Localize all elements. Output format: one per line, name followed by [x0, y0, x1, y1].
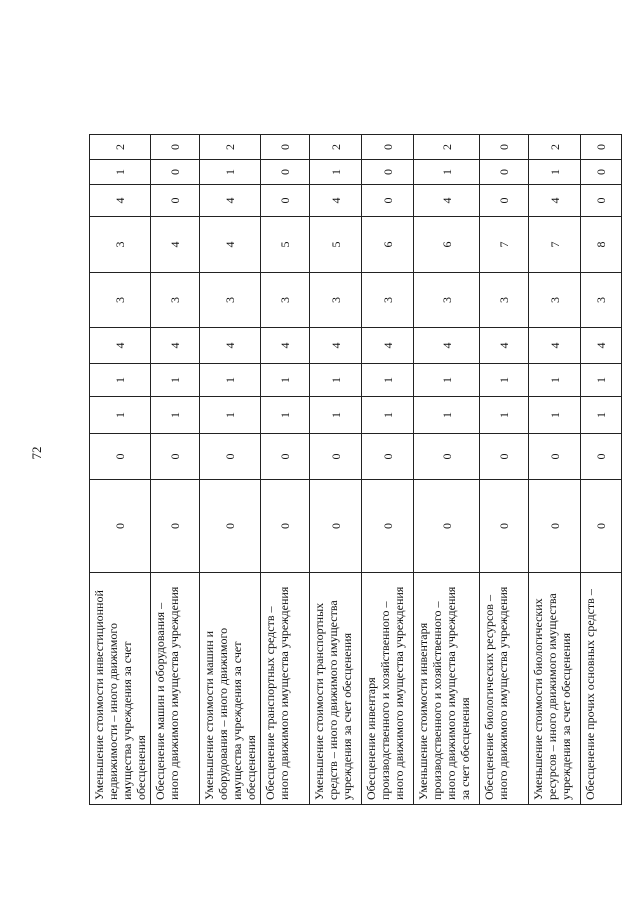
code-digit-cell: 1: [529, 364, 581, 397]
code-digit-cell: 0: [90, 480, 151, 573]
code-digit-cell: 0: [261, 160, 310, 185]
code-digit-cell: 1: [362, 364, 414, 397]
code-digit-cell: 0: [261, 480, 310, 573]
table-body: [90, 135, 622, 805]
code-digit-cell: 1: [200, 364, 261, 397]
code-digit-cell: 1: [480, 397, 529, 434]
row-label: Уменьшение стоимости биологических ресурсов – иного движимого имущества учреждения за счет обесценения: [529, 573, 581, 805]
code-digit-cell: 0: [90, 434, 151, 480]
code-digit-cell: 3: [90, 217, 151, 273]
code-digit-cell: 0: [480, 160, 529, 185]
table-row: [261, 135, 310, 805]
code-digit-cell: 1: [261, 397, 310, 434]
row-label: Обесценение инвентаря производственного и хозяйственного – иного движимого имущества учреждения: [362, 573, 414, 805]
code-digit-cell: 0: [581, 434, 622, 480]
table-row: [151, 135, 200, 805]
code-digit-cell: 0: [261, 434, 310, 480]
code-digit-cell: 4: [480, 328, 529, 364]
code-digit-cell: 1: [90, 364, 151, 397]
code-digit-cell: 2: [414, 135, 480, 160]
code-digit-cell: 2: [200, 135, 261, 160]
code-digit-cell: 5: [310, 217, 362, 273]
table-row: [529, 135, 581, 805]
table-row: [480, 135, 529, 805]
code-digit-cell: 0: [581, 160, 622, 185]
code-digit-cell: 3: [261, 273, 310, 328]
code-digit-cell: 0: [414, 480, 480, 573]
code-digit-cell: 0: [529, 434, 581, 480]
code-digit-cell: 4: [151, 328, 200, 364]
code-digit-cell: 0: [362, 160, 414, 185]
code-digit-cell: 0: [310, 434, 362, 480]
row-label: Уменьшение стоимости инвестиционной недвижимости – иного движимого имущества учреждения за счет обесценения: [90, 573, 151, 805]
row-label: Обесценение биологических ресурсов – иного движимого имущества учреждения: [480, 573, 529, 805]
code-digit-cell: 4: [151, 217, 200, 273]
table-row: [581, 135, 622, 805]
table-row: [90, 135, 151, 805]
table-row: [362, 135, 414, 805]
code-digit-cell: 0: [151, 480, 200, 573]
code-digit-cell: 0: [151, 434, 200, 480]
code-digit-cell: 0: [362, 185, 414, 217]
table-row: [200, 135, 261, 805]
row-label: Обесценение машин и оборудования – иного движимого имущества учреждения: [151, 573, 200, 805]
code-digit-cell: 8: [581, 217, 622, 273]
code-digit-cell: 0: [414, 434, 480, 480]
code-digit-cell: 0: [480, 434, 529, 480]
code-digit-cell: 0: [362, 480, 414, 573]
code-digit-cell: 3: [151, 273, 200, 328]
code-digit-cell: 0: [200, 434, 261, 480]
code-digit-cell: 3: [581, 273, 622, 328]
code-digit-cell: 3: [480, 273, 529, 328]
code-digit-cell: 1: [414, 397, 480, 434]
code-digit-cell: 0: [261, 135, 310, 160]
code-digit-cell: 1: [310, 364, 362, 397]
code-digit-cell: 1: [151, 364, 200, 397]
code-digit-cell: 4: [362, 328, 414, 364]
code-digit-cell: 0: [529, 480, 581, 573]
code-digit-cell: 4: [261, 328, 310, 364]
code-digit-cell: 4: [414, 328, 480, 364]
code-digit-cell: 1: [200, 160, 261, 185]
code-digit-cell: 3: [529, 273, 581, 328]
row-label: Уменьшение стоимости транспортных средств – иного движимого имущества учреждения за счет обесценения: [310, 573, 362, 805]
code-digit-cell: 4: [200, 217, 261, 273]
code-digit-cell: 1: [310, 160, 362, 185]
code-digit-cell: 4: [414, 185, 480, 217]
page-number: 72: [29, 446, 44, 460]
code-digit-cell: 1: [480, 364, 529, 397]
code-digit-cell: 4: [200, 328, 261, 364]
code-digit-cell: 3: [310, 273, 362, 328]
code-digit-cell: 1: [414, 364, 480, 397]
code-digit-cell: 4: [90, 328, 151, 364]
row-label: Уменьшение стоимости машин и оборудования – иного движимого имущества учреждения за счет обесценения: [200, 573, 261, 805]
code-digit-cell: 0: [151, 135, 200, 160]
code-digit-cell: 6: [414, 217, 480, 273]
code-digit-cell: 1: [200, 397, 261, 434]
code-digit-cell: 1: [362, 397, 414, 434]
code-digit-cell: 4: [310, 328, 362, 364]
code-digit-cell: 1: [90, 397, 151, 434]
code-digit-cell: 1: [261, 364, 310, 397]
account-table-rotated: [89, 135, 608, 805]
code-digit-cell: 0: [310, 480, 362, 573]
row-label: Обесценение прочих основных средств –: [581, 573, 622, 805]
code-digit-cell: 1: [529, 160, 581, 185]
code-digit-cell: 4: [529, 328, 581, 364]
code-digit-cell: 4: [90, 185, 151, 217]
code-digit-cell: 0: [151, 185, 200, 217]
code-digit-cell: 1: [581, 397, 622, 434]
code-digit-cell: 2: [529, 135, 581, 160]
account-table-container: [89, 135, 608, 805]
code-digit-cell: 0: [480, 185, 529, 217]
code-digit-cell: 4: [200, 185, 261, 217]
code-digit-cell: 2: [310, 135, 362, 160]
code-digit-cell: 3: [414, 273, 480, 328]
code-digit-cell: 7: [480, 217, 529, 273]
table-row: [414, 135, 480, 805]
row-label: Обесценение транспортных средств – иного движимого имущества учреждения: [261, 573, 310, 805]
code-digit-cell: 7: [529, 217, 581, 273]
code-digit-cell: 3: [90, 273, 151, 328]
code-digit-cell: 2: [90, 135, 151, 160]
table-row: [310, 135, 362, 805]
code-digit-cell: 6: [362, 217, 414, 273]
code-digit-cell: 1: [581, 364, 622, 397]
code-digit-cell: 0: [261, 185, 310, 217]
code-digit-cell: 0: [581, 135, 622, 160]
code-digit-cell: 0: [480, 480, 529, 573]
code-digit-cell: 1: [414, 160, 480, 185]
code-digit-cell: 0: [581, 480, 622, 573]
code-digit-cell: 3: [200, 273, 261, 328]
code-digit-cell: 1: [90, 160, 151, 185]
code-digit-cell: 5: [261, 217, 310, 273]
code-digit-cell: 4: [529, 185, 581, 217]
code-digit-cell: 3: [362, 273, 414, 328]
row-label: Уменьшение стоимости инвентаря производственного и хозяйственного – иного движимого имущества учреждения за счет обесценения: [414, 573, 480, 805]
code-digit-cell: 0: [362, 135, 414, 160]
code-digit-cell: 4: [310, 185, 362, 217]
account-table: [89, 134, 622, 805]
code-digit-cell: 4: [581, 328, 622, 364]
code-digit-cell: 0: [151, 160, 200, 185]
code-digit-cell: 0: [581, 185, 622, 217]
code-digit-cell: 0: [200, 480, 261, 573]
code-digit-cell: 1: [151, 397, 200, 434]
code-digit-cell: 0: [480, 135, 529, 160]
code-digit-cell: 1: [310, 397, 362, 434]
code-digit-cell: 1: [529, 397, 581, 434]
code-digit-cell: 0: [362, 434, 414, 480]
